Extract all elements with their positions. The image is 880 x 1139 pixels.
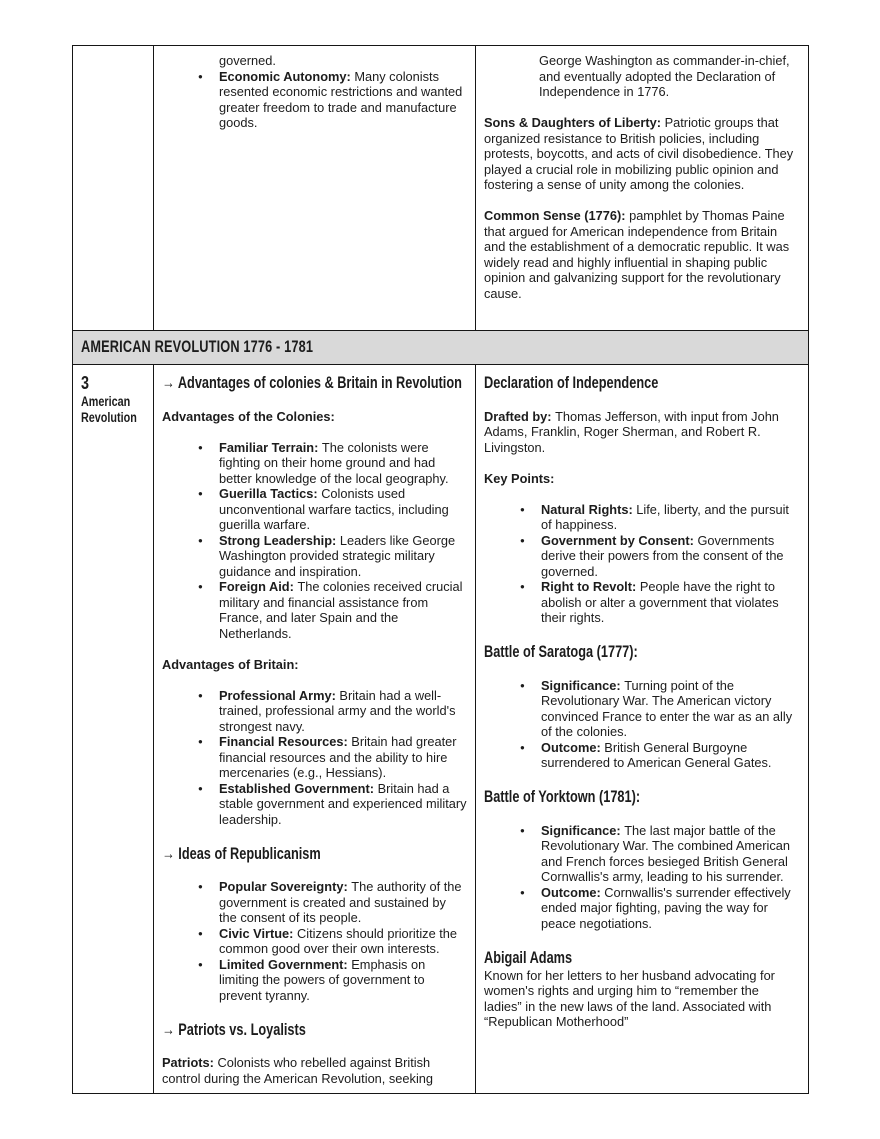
table-row	[73, 365, 809, 1094]
bulleted-list	[484, 823, 800, 932]
bold-text-run: Drafted by:	[484, 408, 556, 424]
section-heading-text: → Ideas of Republicanism	[162, 843, 321, 863]
notes-cell-left-continued	[154, 46, 476, 331]
paragraph	[162, 657, 467, 673]
section-band-row	[73, 331, 809, 365]
text-run: Britain had a stable government and experienced military leadership.	[219, 780, 467, 827]
text-run: governed.	[219, 53, 276, 68]
notes-cell-right-continued	[476, 46, 809, 331]
blank-line	[162, 1003, 467, 1019]
bold-text-run: Significance:	[541, 822, 625, 838]
bullet-icon: ●	[520, 535, 525, 545]
bulleted-list	[162, 69, 467, 131]
paragraph	[484, 115, 800, 193]
bullet-icon: ●	[198, 882, 203, 891]
text-run: The last major battle of the Revolutionary War. The combined American and French forces besieged British General Cornwallis's army, leading to his surrender.	[541, 822, 790, 884]
bold-text-run: Established Government:	[219, 780, 378, 796]
study-guide-table-body	[73, 46, 809, 1094]
bullet-icon: ●	[198, 71, 203, 81]
list-item	[484, 740, 800, 771]
bold-text-run: Strong Leadership:	[219, 532, 340, 548]
blank-line	[484, 807, 800, 823]
blank-line	[484, 193, 800, 209]
section-heading	[484, 947, 800, 968]
paragraph	[484, 968, 800, 1030]
bullet-icon: ●	[520, 680, 525, 690]
list-item	[162, 688, 467, 735]
list-item	[162, 734, 467, 781]
paragraph	[484, 409, 800, 456]
blank-line	[484, 626, 800, 642]
text-run: Turning point of the Revolutionary War. The American victory convinced France to enter the war as an ally of the colonies.	[541, 677, 793, 739]
text-run: The authority of the government is created and sustained by the consent of its people.	[219, 879, 462, 925]
notes-cell-left	[154, 365, 476, 1094]
blank-line	[162, 827, 467, 843]
section-heading-text: Battle of Yorktown (1781):	[484, 787, 641, 806]
list-item	[162, 579, 467, 641]
bullet-icon: ●	[198, 582, 203, 591]
bulleted-list	[162, 440, 467, 642]
bulleted-list	[484, 502, 800, 626]
bold-text-run: Familiar Terrain:	[219, 439, 322, 455]
list-item	[484, 502, 800, 533]
unit-label-cell-empty	[73, 46, 154, 331]
text-run: The colonists were fighting on their home ground and had better knowledge of the local geography.	[219, 439, 449, 486]
section-heading-text: Declaration of Independence	[484, 373, 659, 392]
list-item	[162, 781, 467, 828]
bold-text-run: Significance:	[541, 677, 625, 693]
text-run: The colonies received crucial military and financial assistance from France, and later Spain and the Netherlands.	[219, 579, 463, 641]
bold-text-run: Advantages of the Colonies:	[162, 408, 335, 424]
bold-text-run: Government by Consent:	[541, 532, 698, 548]
unit-label-cell	[73, 365, 154, 1094]
section-heading	[484, 786, 800, 807]
blank-line	[484, 455, 800, 471]
text-run: Cornwallis's surrender effectively ended major fighting, paving the way for peace negotiations.	[541, 884, 791, 931]
blank-line	[484, 771, 800, 787]
bullet-icon: ●	[198, 690, 203, 700]
bullet-icon: ●	[520, 742, 525, 752]
section-heading	[484, 641, 800, 662]
study-guide-table	[72, 45, 809, 1094]
list-item	[484, 678, 800, 740]
list-item	[162, 926, 467, 957]
unit-number-text: 3	[81, 373, 90, 393]
blank-line	[162, 424, 467, 440]
list-item	[162, 486, 467, 533]
bold-text-run: Financial Resources:	[219, 734, 352, 749]
text-run: Citizens should prioritize the common good over their own interests.	[219, 925, 458, 956]
bold-text-run: Patriots:	[162, 1055, 218, 1070]
bold-text-run: Professional Army:	[219, 687, 340, 703]
list-item	[484, 579, 800, 626]
section-heading-text: Battle of Saratoga (1777):	[484, 642, 638, 661]
bullet-icon: ●	[198, 535, 203, 545]
blank-line	[162, 864, 467, 880]
paragraph	[484, 471, 800, 487]
bullet-icon: ●	[520, 582, 525, 591]
section-band-label: AMERICAN REVOLUTION 1776 - 1781	[81, 337, 314, 357]
list-item	[162, 957, 467, 1004]
list-item	[162, 879, 467, 926]
bold-text-run: Economic Autonomy:	[219, 68, 355, 84]
bold-text-run: Outcome:	[541, 884, 605, 900]
section-heading-text: → Advantages of colonies & Britain in Revolution	[162, 373, 462, 392]
section-heading	[162, 1019, 467, 1040]
list-item	[484, 823, 800, 885]
text-run: Life, liberty, and the pursuit of happiness.	[541, 501, 789, 532]
bold-text-run: Common Sense (1776):	[484, 208, 630, 223]
blank-line	[162, 672, 467, 688]
blank-line	[484, 662, 800, 678]
text-run: Colonists who rebelled against British control during the American Revolution, seeking	[162, 1055, 434, 1086]
bullet-icon: ●	[198, 783, 203, 793]
section-heading-text: → Patriots vs. Loyalists	[162, 1019, 306, 1039]
paragraph	[162, 1055, 467, 1086]
bullet-icon: ●	[520, 887, 525, 897]
blank-line	[484, 100, 800, 116]
bullet-icon: ●	[198, 737, 203, 746]
bullet-icon: ●	[520, 825, 525, 835]
bullet-icon: ●	[198, 928, 203, 938]
text-run: pamphlet by Thomas Paine that argued for American independence from Britain and the establishment of a democratic republic. It was widely read and highly influential in shaping public opinion and galvanizing support for the revolutionary cause.	[484, 208, 790, 301]
text-run: Thomas Jefferson, with input from John Adams, Franklin, Roger Sherman, and Robert R. Livingston.	[484, 408, 779, 455]
blank-line	[162, 393, 467, 409]
section-heading	[162, 843, 467, 864]
text-run: Britain had a well-trained, professional army and the world's strongest navy.	[219, 687, 456, 734]
bullet-icon: ●	[198, 489, 203, 498]
bold-text-run: Foreign Aid:	[219, 579, 298, 594]
unit-number	[81, 372, 145, 394]
paragraph	[162, 409, 467, 425]
blank-line	[484, 486, 800, 502]
blank-line	[484, 931, 800, 947]
text-run: George Washington as commander-in-chief, and eventually adopted the Declaration of Independence in 1776.	[539, 53, 790, 99]
list-item	[484, 885, 800, 932]
list-item	[162, 440, 467, 487]
section-band	[73, 331, 809, 365]
blank-line	[162, 1040, 467, 1056]
indented-paragraph	[484, 53, 800, 100]
section-heading-text: Abigail Adams	[484, 947, 573, 967]
blank-line	[162, 641, 467, 657]
list-item	[162, 69, 467, 131]
bullet-icon: ●	[198, 959, 203, 969]
list-item	[484, 533, 800, 580]
table-row	[73, 46, 809, 331]
blank-line	[484, 393, 800, 409]
text-run: Leaders like George Washington provided strategic military guidance and inspiration.	[219, 532, 456, 579]
bold-text-run: Outcome:	[541, 739, 605, 755]
bold-text-run: Advantages of Britain:	[162, 656, 299, 672]
section-heading	[484, 372, 800, 393]
text-run: Many colonists resented economic restrictions and wanted greater freedom to trade and manufacture goods.	[219, 68, 463, 130]
section-heading	[162, 372, 467, 393]
notes-cell-right	[476, 365, 809, 1094]
unit-title	[81, 394, 145, 426]
bulleted-list	[162, 879, 467, 1003]
bold-text-run: Sons & Daughters of Liberty:	[484, 115, 665, 130]
unit-title-text: American Revolution	[81, 394, 137, 425]
text-run: Colonists used unconventional warfare tactics, including guerilla warfare.	[219, 486, 449, 532]
paragraph	[484, 208, 800, 301]
text-run: People have the right to abolish or alter a government that violates their rights.	[541, 579, 779, 625]
bold-text-run: Limited Government:	[219, 956, 352, 972]
text-run: Known for her letters to her husband advocating for women's rights and urging him to “remember the ladies” in the new laws of the land. Associated with “Republican Motherhood”	[484, 967, 775, 1029]
bold-text-run: Key Points:	[484, 470, 555, 486]
bullet-icon: ●	[520, 504, 525, 514]
list-continuation-line	[162, 53, 467, 69]
bulleted-list	[162, 688, 467, 828]
bulleted-list	[484, 678, 800, 771]
bold-text-run: Popular Sovereignty:	[219, 879, 352, 894]
text-run: British General Burgoyne surrendered to American General Gates.	[541, 739, 772, 770]
text-run: Patriotic groups that organized resistance to British policies, including protests, boycotts, and acts of civil disobedience. They played a crucial role in mobilizing public opinion and fostering a sense of unity among the colonies.	[484, 115, 794, 192]
bold-text-run: Guerilla Tactics:	[219, 486, 322, 501]
bold-text-run: Natural Rights:	[541, 501, 637, 517]
list-item	[162, 533, 467, 580]
bold-text-run: Civic Virtue:	[219, 925, 297, 941]
text-run: Emphasis on limiting the powers of government to prevent tyranny.	[219, 956, 426, 1003]
text-run: Governments derive their powers from the consent of the governed.	[541, 532, 784, 579]
bold-text-run: Right to Revolt:	[541, 579, 640, 594]
text-run: Britain had greater financial resources and the ability to hire mercenaries (e.g., Hessians).	[219, 734, 457, 780]
bullet-icon: ●	[198, 442, 203, 452]
